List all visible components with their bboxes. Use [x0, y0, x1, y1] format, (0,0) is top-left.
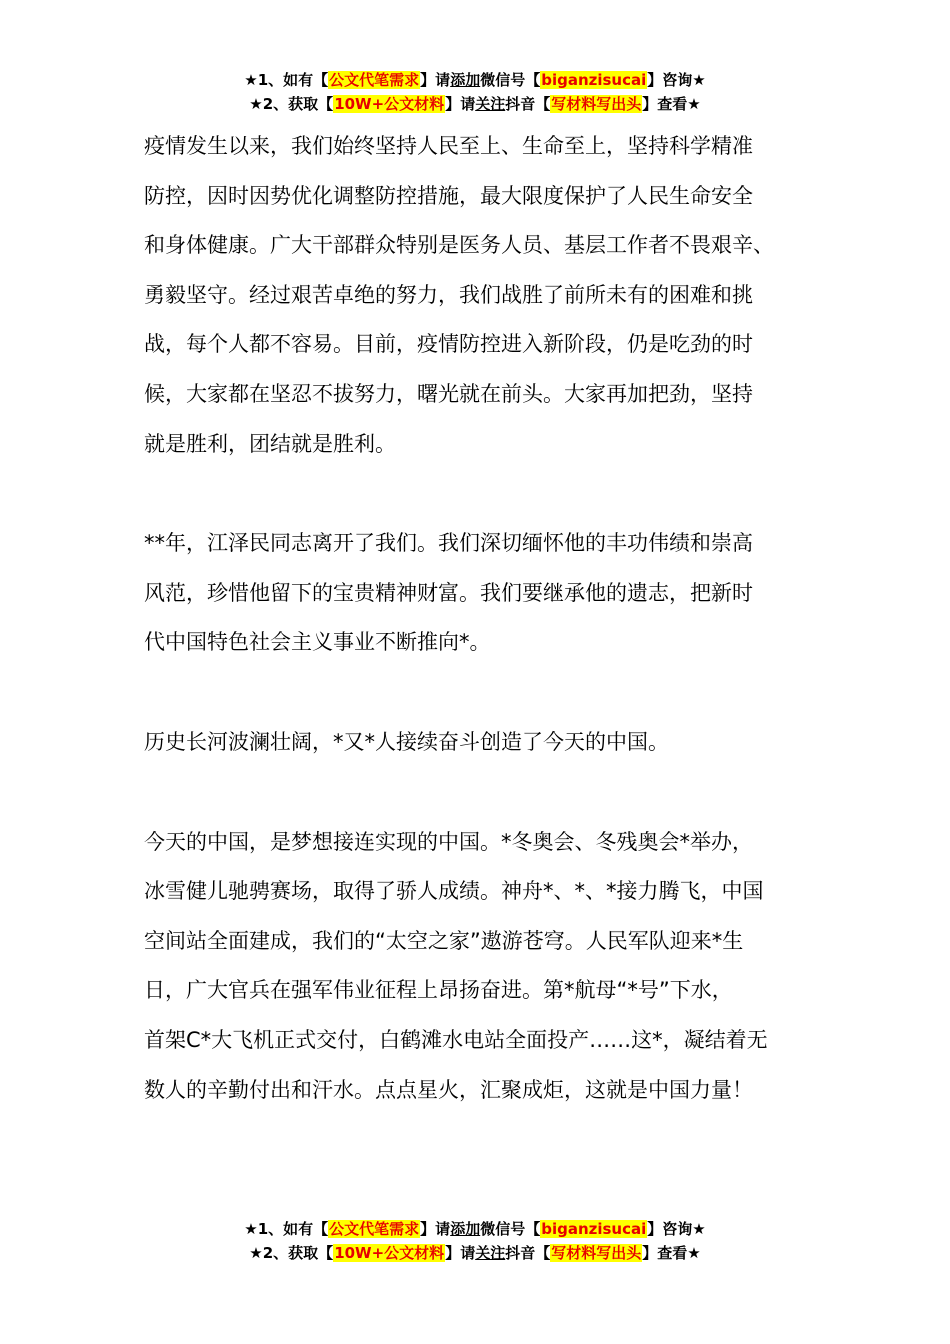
- text-line: 候，大家都在坚忍不拔努力，曙光就在前头。大家再加把劲，坚持: [144, 381, 753, 406]
- paragraph-gap: [144, 668, 820, 718]
- banner-underlined: 添加: [450, 1220, 481, 1238]
- banner-highlight: 10W+公文材料: [334, 1244, 445, 1262]
- banner-underlined: 关注: [475, 95, 506, 113]
- banner-line-1: [0, 1217, 950, 1241]
- header-banner: [0, 68, 950, 116]
- text-line: 数人的辛勤付出和汗水。点点星火，汇聚成炬，这就是中国力量！: [144, 1077, 753, 1102]
- banner-text: 微信号【: [480, 1220, 541, 1238]
- paragraph: [144, 718, 820, 768]
- text-line: 冰雪健儿驰骋赛场，取得了骄人成绩。神舟*、*、*接力腾飞，中国: [144, 879, 764, 904]
- banner-text: ★2、获取【: [249, 1244, 334, 1262]
- banner-text: 】请: [445, 95, 476, 113]
- text-line: 首架C*大飞机正式交付，白鹤滩水电站全面投产……这*，凝结着无: [144, 1027, 768, 1052]
- text-line: 防控，因时因势优化调整防控措施，最大限度保护了人民生命安全: [144, 183, 753, 208]
- banner-highlight: 公文代笔需求: [329, 71, 420, 89]
- paragraph: [144, 519, 820, 668]
- banner-highlight: 公文代笔需求: [329, 1220, 420, 1238]
- banner-text: 】咨询★: [647, 1220, 706, 1238]
- footer-banner: [0, 1217, 950, 1265]
- banner-text: ★2、获取【: [249, 95, 334, 113]
- banner-highlight: 写材料写出头: [551, 95, 642, 113]
- text-line: 风范，珍惜他留下的宝贵精神财富。我们要继承他的遗志，把新时: [144, 580, 753, 605]
- text-line: 和身体健康。广大干部群众特别是医务人员、基层工作者不畏艰辛、: [144, 233, 774, 258]
- banner-line-2: [0, 92, 950, 116]
- banner-text: 】请: [420, 1220, 451, 1238]
- banner-highlight: biganzisucai: [541, 71, 647, 89]
- document-body: [144, 122, 820, 1115]
- banner-text: ★1、如有【: [244, 1220, 329, 1238]
- banner-line-1: [0, 68, 950, 92]
- banner-line-2: [0, 1241, 950, 1265]
- banner-text: 微信号【: [480, 71, 541, 89]
- banner-text: 】查看★: [642, 1244, 701, 1262]
- paragraph: [144, 818, 820, 1116]
- text-line: 代中国特色社会主义事业不断推向*。: [144, 630, 491, 655]
- banner-underlined: 添加: [450, 71, 481, 89]
- banner-text: ★1、如有【: [244, 71, 329, 89]
- banner-text: 】请: [445, 1244, 476, 1262]
- text-line: 空间站全面建成，我们的“太空之家”遨游苍穹。人民军队迎来*生: [144, 928, 744, 953]
- banner-text: 抖音【: [505, 1244, 551, 1262]
- text-line: 勇毅坚守。经过艰苦卓绝的努力，我们战胜了前所未有的困难和挑: [144, 282, 753, 307]
- banner-text: 】请: [420, 71, 451, 89]
- text-line: 疫情发生以来，我们始终坚持人民至上、生命至上，坚持科学精准: [144, 134, 753, 158]
- banner-highlight: 写材料写出头: [551, 1244, 642, 1262]
- banner-highlight: biganzisucai: [541, 1220, 647, 1238]
- banner-underlined: 关注: [475, 1244, 506, 1262]
- banner-text: 抖音【: [505, 95, 551, 113]
- text-line: 战，每个人都不容易。目前，疫情防控进入新阶段，仍是吃劲的时: [144, 332, 753, 357]
- banner-text: 】查看★: [642, 95, 701, 113]
- paragraph: [144, 122, 820, 469]
- text-line: 历史长河波澜壮阔，*又*人接续奋斗创造了今天的中国。: [144, 729, 669, 754]
- text-line: **年，江泽民同志离开了我们。我们深切缅怀他的丰功伟绩和崇高: [144, 531, 753, 556]
- banner-highlight: 10W+公文材料: [334, 95, 445, 113]
- paragraph-gap: [144, 469, 820, 519]
- paragraph-gap: [144, 768, 820, 818]
- text-line: 就是胜利，团结就是胜利。: [144, 431, 396, 456]
- banner-text: 】咨询★: [647, 71, 706, 89]
- text-line: 日，广大官兵在强军伟业征程上昂扬奋进。第*航母“*号”下水，: [144, 978, 733, 1003]
- text-line: 今天的中国，是梦想接连实现的中国。*冬奥会、冬残奥会*举办，: [144, 829, 753, 854]
